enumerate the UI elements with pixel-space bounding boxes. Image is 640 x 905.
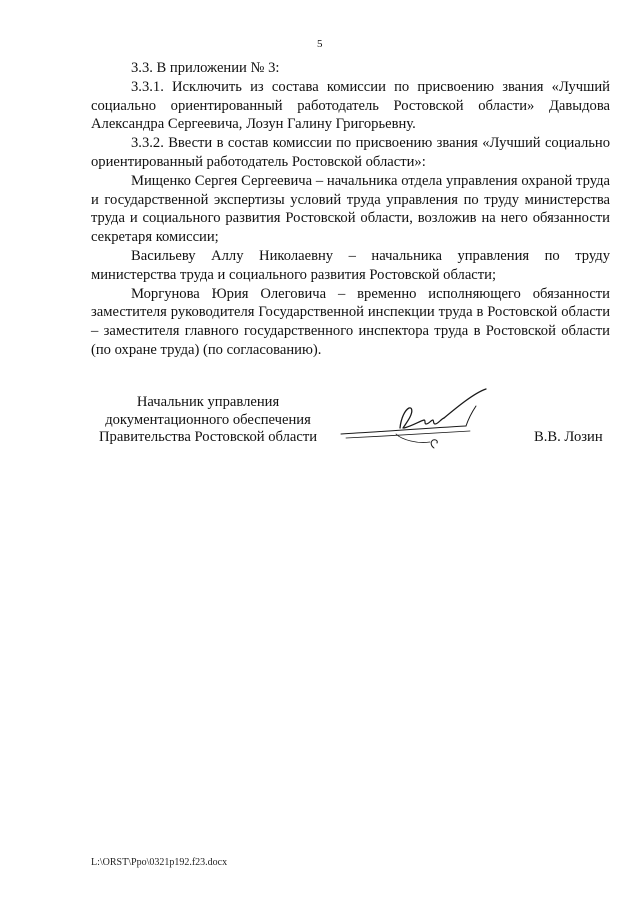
signatory-position-line-1: Начальник управления [136,394,280,410]
signature-block [0,394,640,464]
page-number: 5 [317,38,323,50]
paragraph-member-mishchenko: Мищенко Сергея Сергеевича – начальника отдела управления охраной труда и государственной экспертизы условий труда управления по труду министерства труда и социального развития Ростовской области, возложив на него обязанности секретаря комиссии; [91,172,610,246]
paragraph-member-morgunov: Моргунова Юрия Олеговича – временно исполняющего обязанности заместителя руководителя Государственной инспекции труда в Ростовской области – заместителя главного государственного инспектора труда в Ростовской области (по охране труда) (по согласованию). [91,285,610,358]
signatory-position [88,394,328,447]
document-body [91,59,610,360]
handwritten-signature-icon [338,388,488,460]
signatory-position-line-2: документационного обеспечения [105,411,311,428]
paragraph-section-3-3: 3.3. В приложении № 3: [131,60,280,76]
paragraph-section-3-3-2: 3.3.2. Ввести в состав комиссии по присвоению звания «Лучший социально ориентированный работодатель Ростовской области»: [91,135,610,170]
paragraph-section-3-3-1: 3.3.1. Исключить из состава комиссии по присвоению звания «Лучший социально ориентированный работодатель Ростовской области» Давыдова Александра Сергеевича, Лозун Галину Григорьевну. [91,78,610,133]
signatory-name: В.В. Лозин [534,429,603,445]
paragraph-member-vasilyeva: Васильеву Аллу Николаевну – начальника управления по труду министерства труда и социального развития Ростовской области; [91,247,610,283]
signatory-position-line-3: Правительства Ростовской области [98,429,318,445]
file-path-footer: L:\ORST\Ppo\0321p192.f23.docx [91,857,228,868]
